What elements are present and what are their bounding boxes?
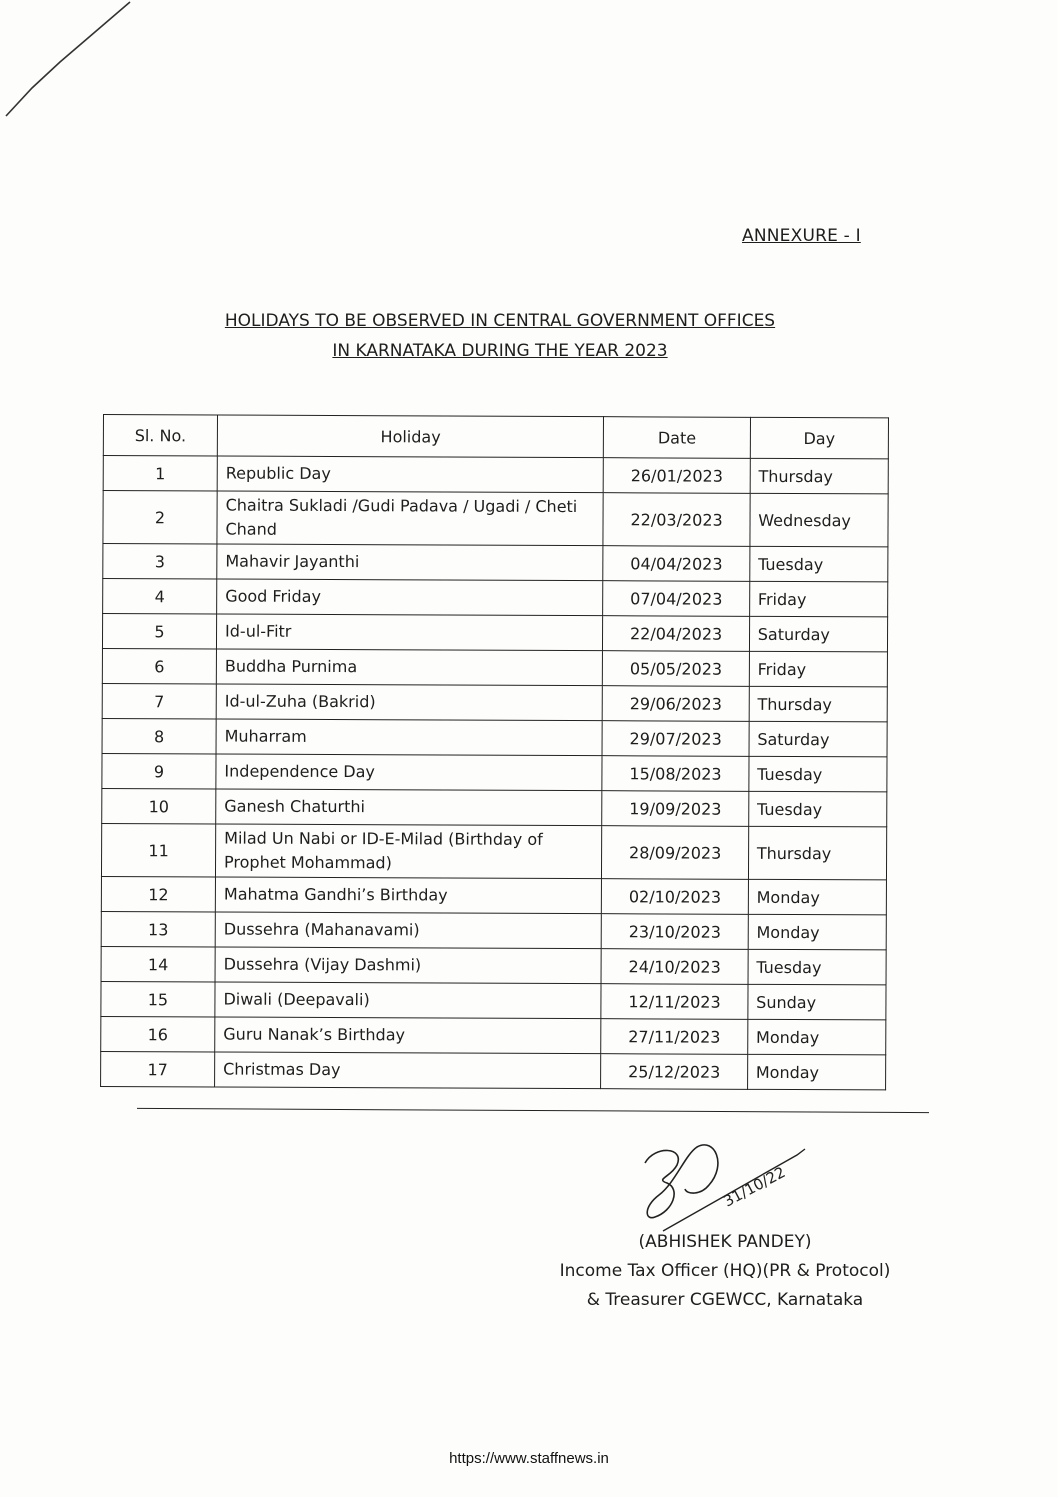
- table-row: [103, 456, 888, 494]
- cell-holiday: Buddha Purnima: [216, 649, 603, 686]
- cell-sl-no: 1: [103, 456, 217, 491]
- holiday-table: [100, 414, 889, 1090]
- cell-day: Wednesday: [750, 493, 888, 547]
- cell-sl-no: 13: [101, 911, 215, 946]
- cell-date: 25/12/2023: [601, 1054, 747, 1090]
- cell-day: Saturday: [749, 721, 887, 757]
- cell-sl-no: 8: [102, 718, 216, 753]
- cell-holiday: Muharram: [216, 719, 603, 756]
- cell-sl-no: 4: [103, 579, 217, 614]
- table-row: [102, 683, 887, 721]
- cell-day: Tuesday: [750, 546, 888, 582]
- cell-date: 22/04/2023: [603, 616, 749, 652]
- cell-date: 24/10/2023: [601, 949, 747, 985]
- cell-holiday: Mahatma Gandhi’s Birthday: [215, 877, 602, 914]
- cell-day: Tuesday: [748, 791, 886, 827]
- document-title: [150, 306, 850, 366]
- table-row: [103, 579, 888, 617]
- cell-sl-no: 10: [102, 788, 216, 823]
- header-day: Day: [750, 417, 888, 459]
- cell-sl-no: 15: [101, 981, 215, 1016]
- table-row: [102, 753, 887, 791]
- header-sl-no: Sl. No.: [103, 415, 217, 456]
- table-row: [103, 544, 888, 582]
- table-row: [102, 614, 887, 652]
- cell-sl-no: 5: [102, 614, 216, 649]
- cell-holiday: Good Friday: [217, 579, 604, 616]
- cell-date: 04/04/2023: [603, 546, 749, 582]
- cell-day: Monday: [747, 1054, 885, 1090]
- cell-day: Monday: [748, 914, 886, 950]
- cell-day: Thursday: [750, 458, 888, 494]
- cell-holiday: Milad Un Nabi or ID-E-Milad (Birthday of Prophet Mohammad): [215, 824, 602, 879]
- cell-sl-no: 17: [101, 1051, 215, 1086]
- table-row: [102, 788, 887, 826]
- header-holiday: Holiday: [217, 415, 604, 458]
- signatory-block: [540, 1228, 910, 1315]
- cell-holiday: Guru Nanak’s Birthday: [215, 1017, 602, 1054]
- table-row: [103, 491, 888, 547]
- cell-day: Sunday: [748, 984, 886, 1020]
- cell-holiday: Dussehra (Mahanavami): [215, 912, 602, 949]
- cell-sl-no: 11: [101, 823, 215, 876]
- table-row: [101, 823, 886, 879]
- cell-day: Thursday: [749, 686, 887, 722]
- cell-day: Monday: [748, 879, 886, 915]
- table-row: [101, 1016, 886, 1054]
- cell-day: Monday: [747, 1019, 885, 1055]
- cell-date: 26/01/2023: [604, 458, 750, 494]
- table-row: [101, 876, 886, 914]
- table-row: [102, 648, 887, 686]
- table-row: [102, 718, 887, 756]
- cell-date: 07/04/2023: [603, 581, 749, 617]
- cell-holiday: Ganesh Chaturthi: [216, 789, 603, 826]
- signatory-name: (ABHISHEK PANDEY): [638, 1232, 812, 1252]
- cell-day: Friday: [749, 651, 887, 687]
- signatory-designation-1: Income Tax Officer (HQ)(PR & Protocol): [559, 1261, 891, 1281]
- cell-date: 29/06/2023: [603, 686, 749, 722]
- cell-sl-no: 16: [101, 1016, 215, 1051]
- signature-icon: [615, 1135, 815, 1235]
- cell-date: 05/05/2023: [603, 651, 749, 687]
- cell-day: Tuesday: [749, 756, 887, 792]
- table-header-row: [103, 415, 888, 459]
- scan-mark-line: [0, 0, 140, 120]
- cell-sl-no: 7: [102, 683, 216, 718]
- table-row: [101, 911, 886, 949]
- cell-date: 02/10/2023: [602, 879, 748, 915]
- holiday-table-container: [100, 414, 889, 1090]
- annexure-label: ANNEXURE - I: [742, 226, 861, 246]
- footer-url-link[interactable]: https://www.staffnews.in: [449, 1450, 609, 1467]
- cell-holiday: Id-ul-Zuha (Bakrid): [216, 684, 603, 721]
- cell-holiday: Mahavir Jayanthi: [217, 544, 604, 581]
- svg-text:31/10/22: 31/10/22: [720, 1163, 789, 1211]
- divider-line: [137, 1108, 929, 1113]
- cell-sl-no: 14: [101, 946, 215, 981]
- cell-holiday: Dussehra (Vijay Dashmi): [215, 947, 602, 984]
- cell-day: Thursday: [748, 826, 886, 880]
- cell-day: Friday: [749, 581, 887, 617]
- cell-sl-no: 3: [103, 544, 217, 579]
- title-line-2: IN KARNATAKA DURING THE YEAR 2023: [332, 341, 668, 361]
- cell-sl-no: 9: [102, 753, 216, 788]
- table-row: [101, 981, 886, 1019]
- title-line-1: HOLIDAYS TO BE OBSERVED IN CENTRAL GOVERNMENT OFFICES: [224, 311, 776, 331]
- cell-sl-no: 2: [103, 491, 217, 544]
- table-row: [101, 946, 886, 984]
- cell-date: 27/11/2023: [601, 1019, 747, 1055]
- cell-holiday: Republic Day: [217, 456, 604, 493]
- cell-date: 29/07/2023: [602, 721, 748, 757]
- cell-date: 22/03/2023: [603, 493, 750, 547]
- cell-sl-no: 12: [101, 876, 215, 911]
- header-date: Date: [604, 417, 750, 459]
- cell-holiday: Independence Day: [216, 754, 603, 791]
- holiday-table-body: [101, 456, 889, 1090]
- signatory-designation-2: & Treasurer CGEWCC, Karnataka: [586, 1290, 864, 1310]
- cell-holiday: Chaitra Sukladi /Gudi Padava / Ugadi / Cheti Chand: [217, 491, 604, 546]
- cell-holiday: Diwali (Deepavali): [215, 982, 602, 1019]
- cell-day: Tuesday: [748, 949, 886, 985]
- cell-date: 12/11/2023: [601, 984, 747, 1020]
- table-row: [101, 1051, 886, 1089]
- cell-holiday: Id-ul-Fitr: [216, 614, 603, 651]
- cell-date: 19/09/2023: [602, 791, 748, 827]
- cell-sl-no: 6: [102, 648, 216, 683]
- cell-date: 28/09/2023: [602, 826, 749, 880]
- cell-date: 15/08/2023: [602, 756, 748, 792]
- cell-date: 23/10/2023: [602, 914, 748, 950]
- cell-holiday: Christmas Day: [215, 1052, 602, 1089]
- cell-day: Saturday: [749, 616, 887, 652]
